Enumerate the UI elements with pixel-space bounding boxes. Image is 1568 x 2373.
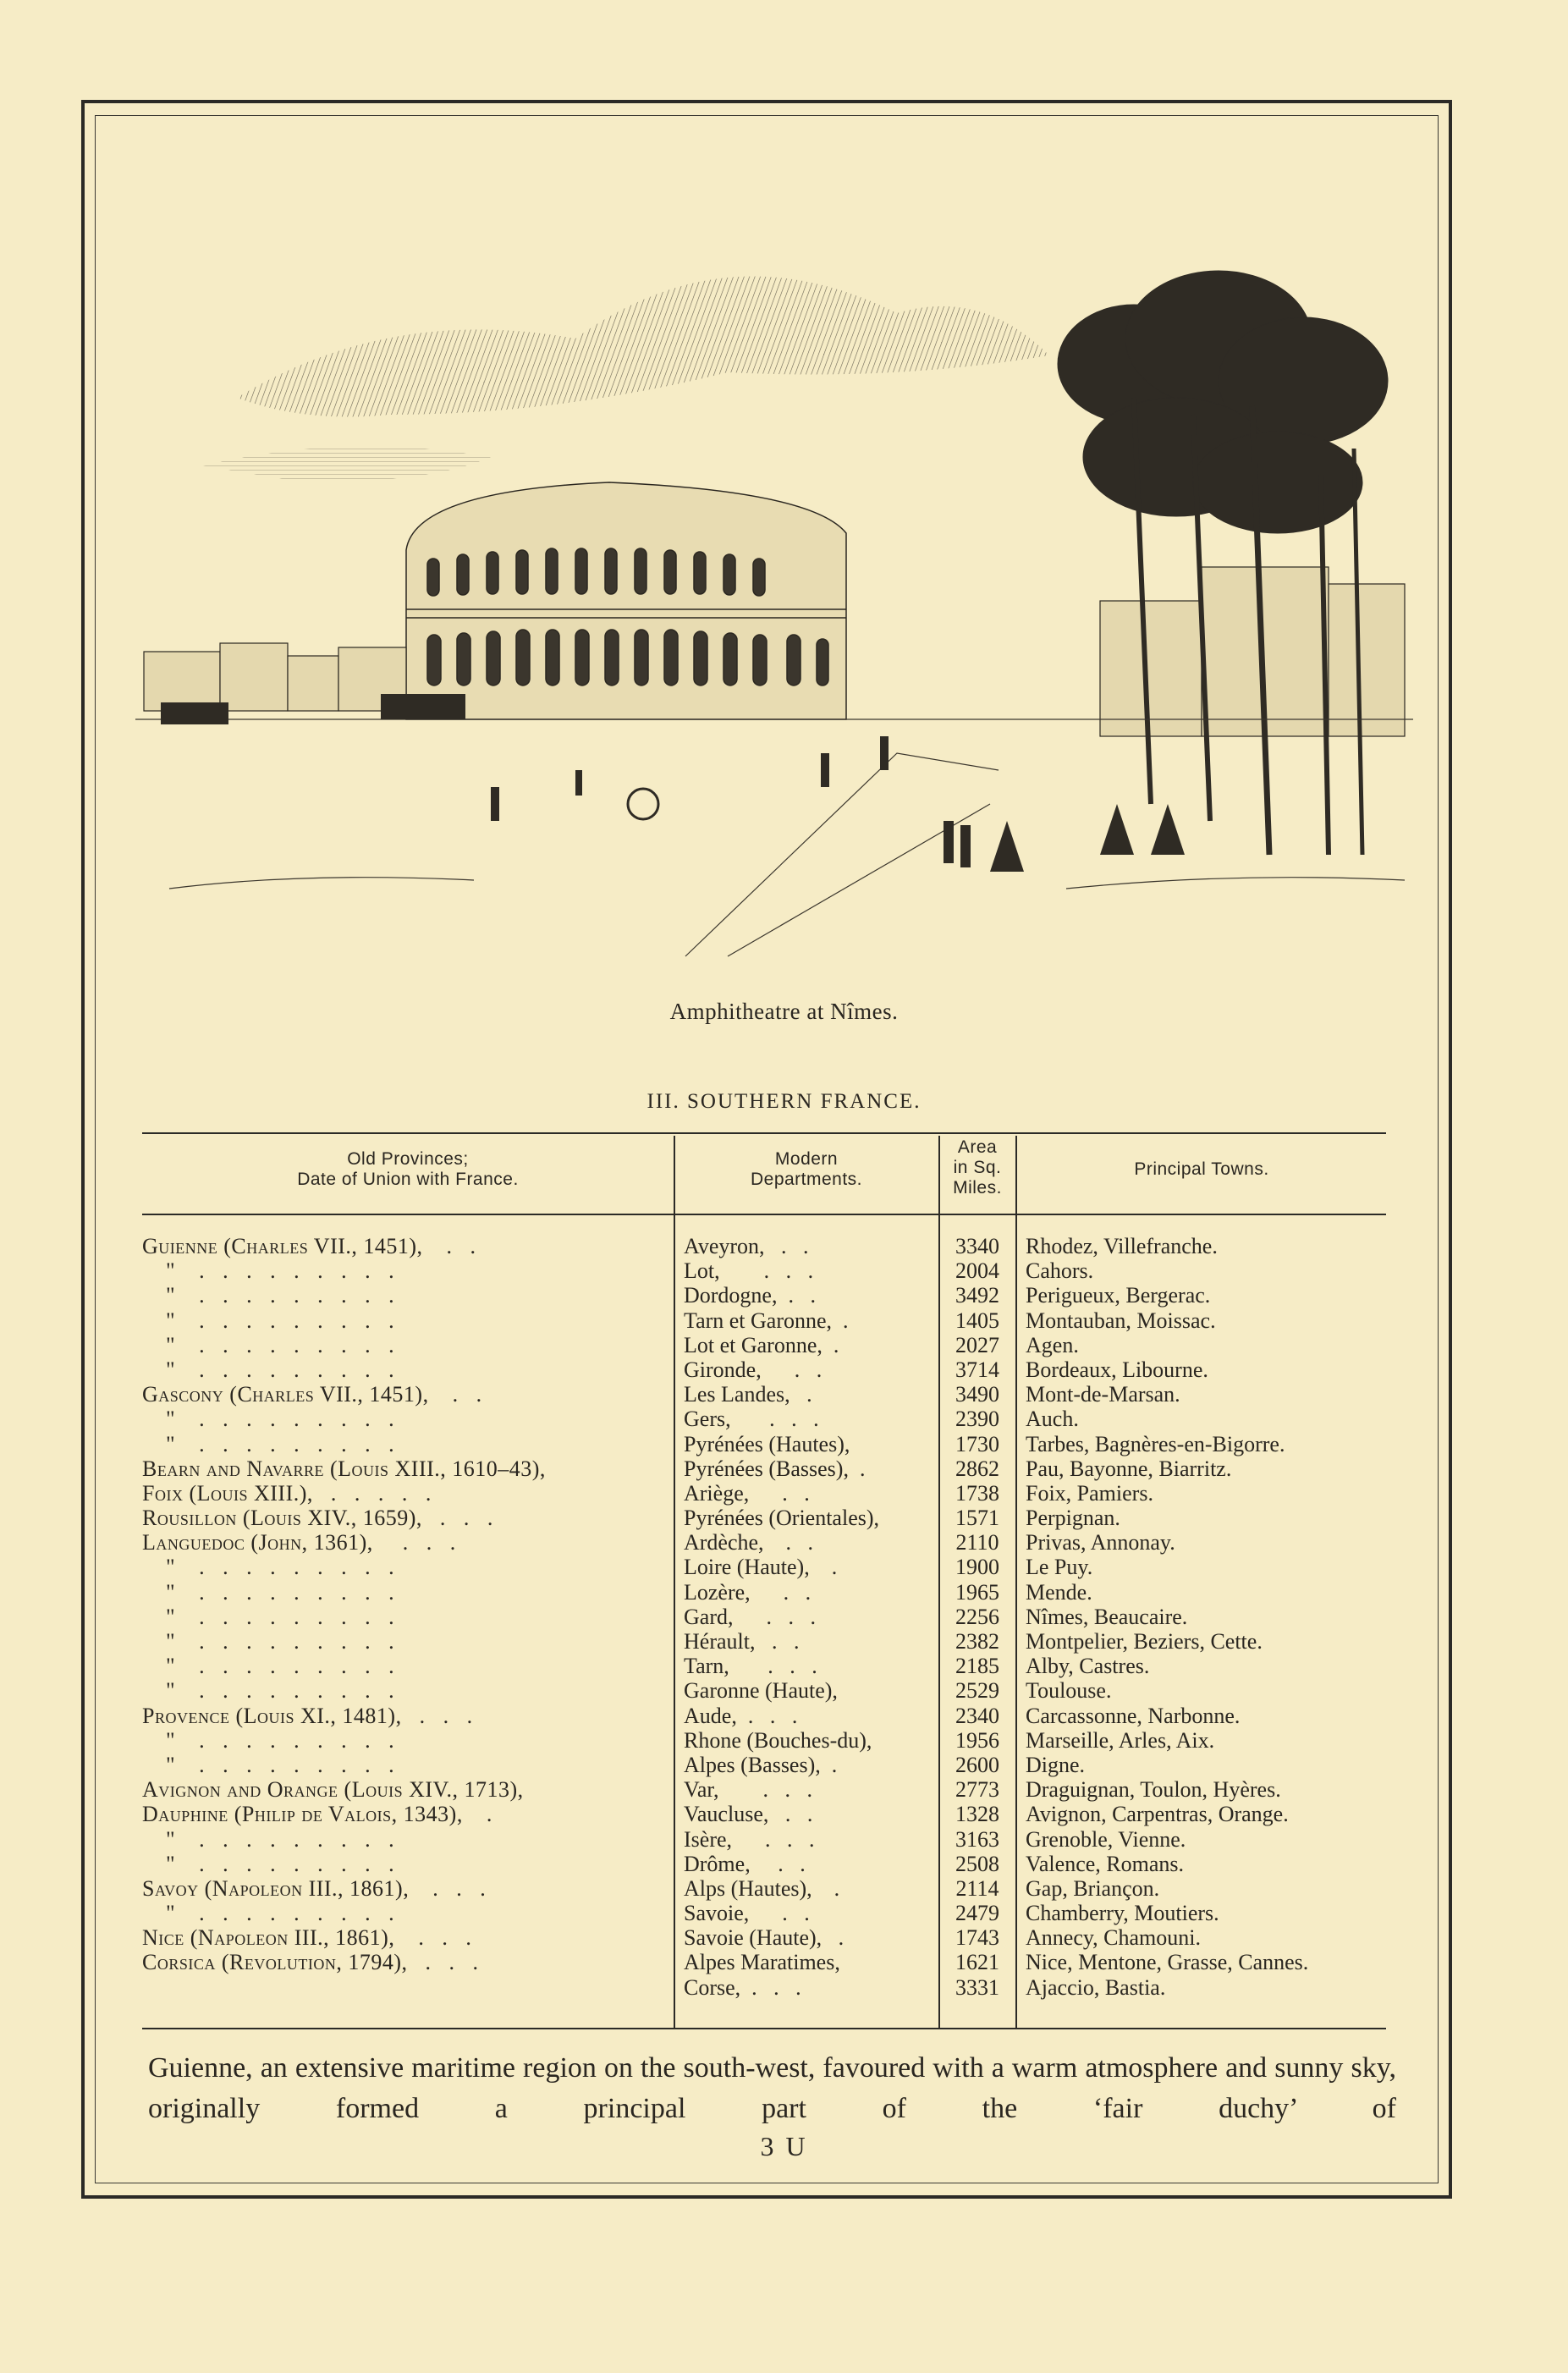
clouds: [203, 277, 1049, 482]
department-cell: Gard, . . .: [684, 1604, 816, 1629]
town-cell: Ajaccio, Bastia.: [1026, 1974, 1166, 2000]
buildings-left: [144, 643, 406, 711]
area-cell: 2114: [955, 1875, 999, 1901]
town-cell: Cahors.: [1026, 1258, 1094, 1284]
department-cell: Ariège, . .: [684, 1480, 810, 1506]
town-cell: Digne.: [1026, 1752, 1086, 1777]
department-cell: Tarn, . . .: [684, 1654, 817, 1679]
department-cell: Lozère, . .: [684, 1579, 812, 1605]
departments-column: [684, 1234, 938, 2000]
department-cell: Loire (Haute), .: [684, 1555, 838, 1580]
area-cell: 2773: [955, 1777, 999, 1803]
town-cell: Bordeaux, Libourne.: [1026, 1357, 1208, 1382]
area-cell: 1956: [955, 1727, 999, 1753]
province-cell: " . . . . . . . . .: [142, 1604, 395, 1629]
area-cell: 2185: [955, 1654, 999, 1679]
area-cell: 2027: [955, 1332, 999, 1357]
province-cell: " . . . . . . . . .: [142, 1579, 395, 1605]
area-column: [940, 1234, 1015, 2000]
department-cell: Corse, . . .: [684, 1974, 801, 2000]
area-cell: 2862: [955, 1456, 999, 1481]
province-cell: " . . . . . . . . .: [142, 1407, 395, 1432]
town-cell: Marseille, Arles, Aix.: [1026, 1727, 1215, 1753]
department-cell: Ardèche, . .: [684, 1530, 814, 1555]
column-divider: [674, 1136, 675, 2028]
area-cell: 3340: [955, 1234, 999, 1258]
section-title: III. SOUTHERN FRANCE.: [646, 1090, 922, 1113]
province-cell: Corsica (Revolution, 1794), . . .: [142, 1950, 479, 1975]
header-area: Area in Sq. Miles.: [953, 1137, 1002, 1198]
area-cell: 2600: [955, 1752, 999, 1777]
trees: [1058, 271, 1388, 855]
town-cell: Auch.: [1026, 1407, 1079, 1432]
signature-mark: 3 U: [760, 2131, 808, 2161]
province-cell: " . . . . . . . . .: [142, 1654, 395, 1679]
area-cell: 1621: [955, 1950, 999, 1975]
department-cell: Var, . . .: [684, 1777, 813, 1803]
area-cell: 2479: [955, 1901, 999, 1926]
town-cell: Rhodez, Villefranche.: [1026, 1234, 1218, 1258]
province-cell: Savoy (Napoleon III., 1861), . . .: [142, 1875, 487, 1901]
area-cell: 1571: [955, 1506, 999, 1531]
department-cell: Hérault, . .: [684, 1629, 800, 1654]
town-cell: Foix, Pamiers.: [1026, 1480, 1153, 1506]
department-cell: Aude, . . .: [684, 1703, 798, 1728]
province-cell: " . . . . . . . . .: [142, 1678, 395, 1704]
province-cell: Rousillon (Louis XIV., 1659), . . .: [142, 1506, 493, 1531]
area-cell: 1738: [955, 1480, 999, 1506]
department-cell: Alpes Maratimes,: [684, 1950, 840, 1975]
table-rule-header: [142, 1214, 1386, 1215]
department-cell: Pyrénées (Basses), .: [684, 1456, 866, 1481]
area-cell: 1328: [955, 1802, 999, 1827]
area-cell: 1965: [955, 1579, 999, 1605]
header-towns: Principal Towns.: [1134, 1159, 1269, 1179]
province-cell: Languedoc (John, 1361), . . .: [142, 1530, 456, 1555]
town-cell: Chamberry, Moutiers.: [1026, 1901, 1219, 1926]
area-cell: 3492: [955, 1283, 999, 1308]
province-cell: " . . . . . . . . .: [142, 1258, 395, 1284]
ground: [135, 719, 1413, 956]
province-cell: " . . . . . . . . .: [142, 1727, 395, 1753]
department-cell: Aveyron, . .: [684, 1234, 809, 1258]
town-cell: Valence, Romans.: [1026, 1851, 1185, 1876]
province-cell: " . . . . . . . . .: [142, 1555, 395, 1580]
area-cell: 2390: [955, 1407, 999, 1432]
province-cell: " . . . . . . . . .: [142, 1752, 395, 1777]
province-cell: " . . . . . . . . .: [142, 1332, 395, 1357]
department-cell: Savoie (Haute), .: [684, 1925, 845, 1951]
area-cell: 1730: [955, 1431, 999, 1456]
province-cell: " . . . . . . . . .: [142, 1283, 395, 1308]
towns-column: [1026, 1234, 1386, 2000]
province-cell: " . . . . . . . . .: [142, 1851, 395, 1876]
amphitheatre-illustration: [135, 212, 1413, 973]
provinces-table: [142, 1132, 1386, 2033]
town-cell: Nice, Mentone, Grasse, Cannes.: [1026, 1950, 1309, 1975]
header-departments: Modern Departments.: [750, 1149, 863, 1189]
department-cell: Garonne (Haute),: [684, 1678, 838, 1704]
department-cell: Dordogne, . .: [684, 1283, 816, 1308]
body-paragraph: Guienne, an extensive maritime region on the south-west, favoured with a warm atmosphere and sunny sky, originally formed a principal part of the ‘fair duchy’ of: [148, 2052, 1396, 2124]
town-cell: Mende.: [1026, 1579, 1092, 1605]
department-cell: Alps (Hautes), .: [684, 1875, 840, 1901]
table-rule-top: [142, 1132, 1386, 1134]
province-cell: Foix (Louis XIII.), . . . . .: [142, 1480, 432, 1506]
area-cell: 2340: [955, 1703, 999, 1728]
area-cell: 2110: [955, 1530, 999, 1555]
area-cell: 2382: [955, 1629, 999, 1654]
area-cell: 2508: [955, 1851, 999, 1876]
department-cell: Savoie, . .: [684, 1901, 810, 1926]
department-cell: Lot et Garonne, .: [684, 1332, 839, 1357]
area-cell: 3331: [955, 1974, 999, 2000]
town-cell: Carcassonne, Narbonne.: [1026, 1703, 1241, 1728]
province-cell: Avignon and Orange (Louis XIV., 1713),: [142, 1777, 524, 1803]
town-cell: Perigueux, Bergerac.: [1026, 1283, 1211, 1308]
town-cell: Nîmes, Beaucaire.: [1026, 1604, 1188, 1629]
town-cell: Pau, Bayonne, Biarritz.: [1026, 1456, 1232, 1481]
town-cell: Toulouse.: [1026, 1678, 1112, 1704]
province-cell: Gascony (Charles VII., 1451), . .: [142, 1382, 482, 1407]
department-cell: Pyrénées (Orientales),: [684, 1506, 880, 1531]
town-cell: Annecy, Chamouni.: [1026, 1925, 1201, 1951]
town-cell: Draguignan, Toulon, Hyères.: [1026, 1777, 1281, 1803]
department-cell: Isère, . . .: [684, 1826, 815, 1852]
town-cell: Tarbes, Bagnères-en-Bigorre.: [1026, 1431, 1285, 1456]
province-cell: Guienne (Charles VII., 1451), . .: [142, 1234, 476, 1258]
province-cell: " . . . . . . . . .: [142, 1431, 395, 1456]
area-cell: 2256: [955, 1604, 999, 1629]
town-cell: Mont-de-Marsan.: [1026, 1382, 1180, 1407]
town-cell: Grenoble, Vienne.: [1026, 1826, 1186, 1852]
area-cell: 1405: [955, 1308, 999, 1333]
department-cell: Gers, . . .: [684, 1407, 819, 1432]
town-cell: Gap, Briançon.: [1026, 1875, 1160, 1901]
town-cell: Privas, Annonay.: [1026, 1530, 1175, 1555]
department-cell: Pyrénées (Hautes),: [684, 1431, 850, 1456]
province-cell: " . . . . . . . . .: [142, 1308, 395, 1333]
province-cell: Provence (Louis XI., 1481), . . .: [142, 1703, 473, 1728]
town-cell: Avignon, Carpentras, Orange.: [1026, 1802, 1289, 1827]
department-cell: Alpes (Basses), .: [684, 1752, 838, 1777]
province-cell: Dauphine (Philip de Valois, 1343), .: [142, 1802, 492, 1827]
town-cell: Alby, Castres.: [1026, 1654, 1150, 1679]
province-cell: Bearn and Navarre (Louis XIII., 1610–43),: [142, 1456, 546, 1481]
area-cell: 3163: [955, 1826, 999, 1852]
area-cell: 3714: [955, 1357, 999, 1382]
department-cell: Vaucluse, . .: [684, 1802, 813, 1827]
department-cell: Gironde, . .: [684, 1357, 823, 1382]
department-cell: Lot, . . .: [684, 1258, 814, 1284]
area-cell: 2529: [955, 1678, 999, 1704]
town-cell: Montpelier, Beziers, Cette.: [1026, 1629, 1263, 1654]
figures: [161, 694, 1185, 872]
department-cell: Rhone (Bouches-du),: [684, 1727, 872, 1753]
amphitheatre: [406, 482, 846, 719]
table-rule-bottom: [142, 2028, 1386, 2029]
area-cell: 1743: [955, 1925, 999, 1951]
town-cell: Agen.: [1026, 1332, 1079, 1357]
province-cell: Nice (Napoleon III., 1861), . . .: [142, 1925, 472, 1951]
province-cell: " . . . . . . . . .: [142, 1357, 395, 1382]
area-cell: 3490: [955, 1382, 999, 1407]
figure-caption: Amphitheatre at Nîmes.: [669, 999, 899, 1024]
town-cell: Le Puy.: [1026, 1555, 1093, 1580]
header-provinces: Old Provinces; Date of Union with France.: [297, 1149, 519, 1189]
area-cell: 2004: [955, 1258, 999, 1284]
province-cell: " . . . . . . . . .: [142, 1901, 395, 1926]
department-cell: Tarn et Garonne, .: [684, 1308, 849, 1333]
department-cell: Les Landes, .: [684, 1382, 812, 1407]
province-cell: " . . . . . . . . .: [142, 1826, 395, 1852]
province-cell: " . . . . . . . . .: [142, 1629, 395, 1654]
town-cell: Montauban, Moissac.: [1026, 1308, 1216, 1333]
area-cell: 1900: [955, 1555, 999, 1580]
provinces-column: [142, 1234, 672, 1975]
town-cell: Perpignan.: [1026, 1506, 1120, 1531]
column-divider: [1015, 1136, 1017, 2028]
department-cell: Drôme, . .: [684, 1851, 806, 1876]
